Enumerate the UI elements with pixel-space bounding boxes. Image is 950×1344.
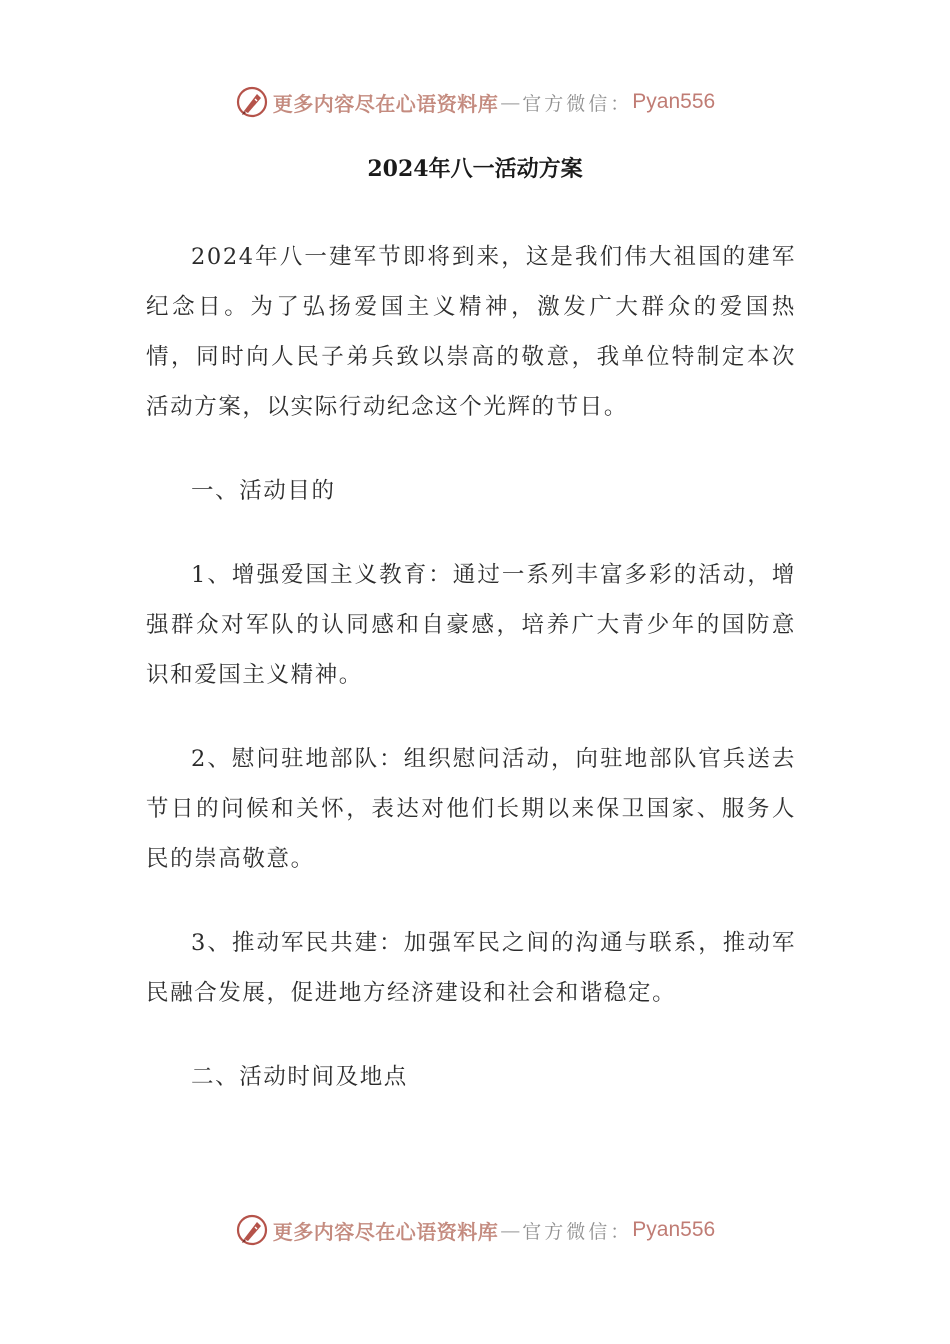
banner-promo-text: 更多内容尽在心语资料库 [272, 91, 499, 116]
banner-wechat-id: Pyan556 [632, 1218, 716, 1241]
banner-promo-text: 更多内容尽在心语资料库 [272, 1219, 499, 1244]
purpose-item-1: 1、增强爱国主义教育：通过一系列丰富多彩的活动，增强群众对军队的认同感和自豪感，培养广大青少年的国防意识和爱国主义精神。 [146, 562, 796, 688]
banner-separator: — [500, 1218, 521, 1242]
footer-banner [0, 1210, 950, 1250]
banner-wechat-label: 官方微信： [522, 1220, 633, 1243]
banner-separator: — [500, 90, 521, 114]
document-body [146, 232, 796, 1136]
section-heading-time-place: 二、活动时间及地点 [191, 1064, 408, 1090]
section-heading-purpose: 一、活动目的 [191, 478, 336, 504]
document-title: 2024年八一活动方案 [367, 156, 583, 182]
pen-nib-logo-icon [235, 85, 269, 119]
header-banner [0, 82, 950, 122]
intro-paragraph: 2024年八一建军节即将到来，这是我们伟大祖国的建军纪念日。为了弘扬爱国主义精神，激发广大群众的爱国热情，同时向人民子弟兵致以崇高的敬意，我单位特制定本次活动方案，以实际行动纪念这个光辉的节日。 [146, 244, 796, 420]
purpose-item-3: 3、推动军民共建：加强军民之间的沟通与联系，推动军民融合发展，促进地方经济建设和社会和谐稳定。 [146, 930, 796, 1006]
purpose-item-2: 2、慰问驻地部队：组织慰问活动，向驻地部队官兵送去节日的问候和关怀，表达对他们长期以来保卫国家、服务人民的崇高敬意。 [146, 746, 796, 872]
banner-wechat-id: Pyan556 [632, 90, 716, 113]
pen-nib-logo-icon [235, 1213, 269, 1247]
banner-wechat-label: 官方微信： [522, 92, 633, 115]
